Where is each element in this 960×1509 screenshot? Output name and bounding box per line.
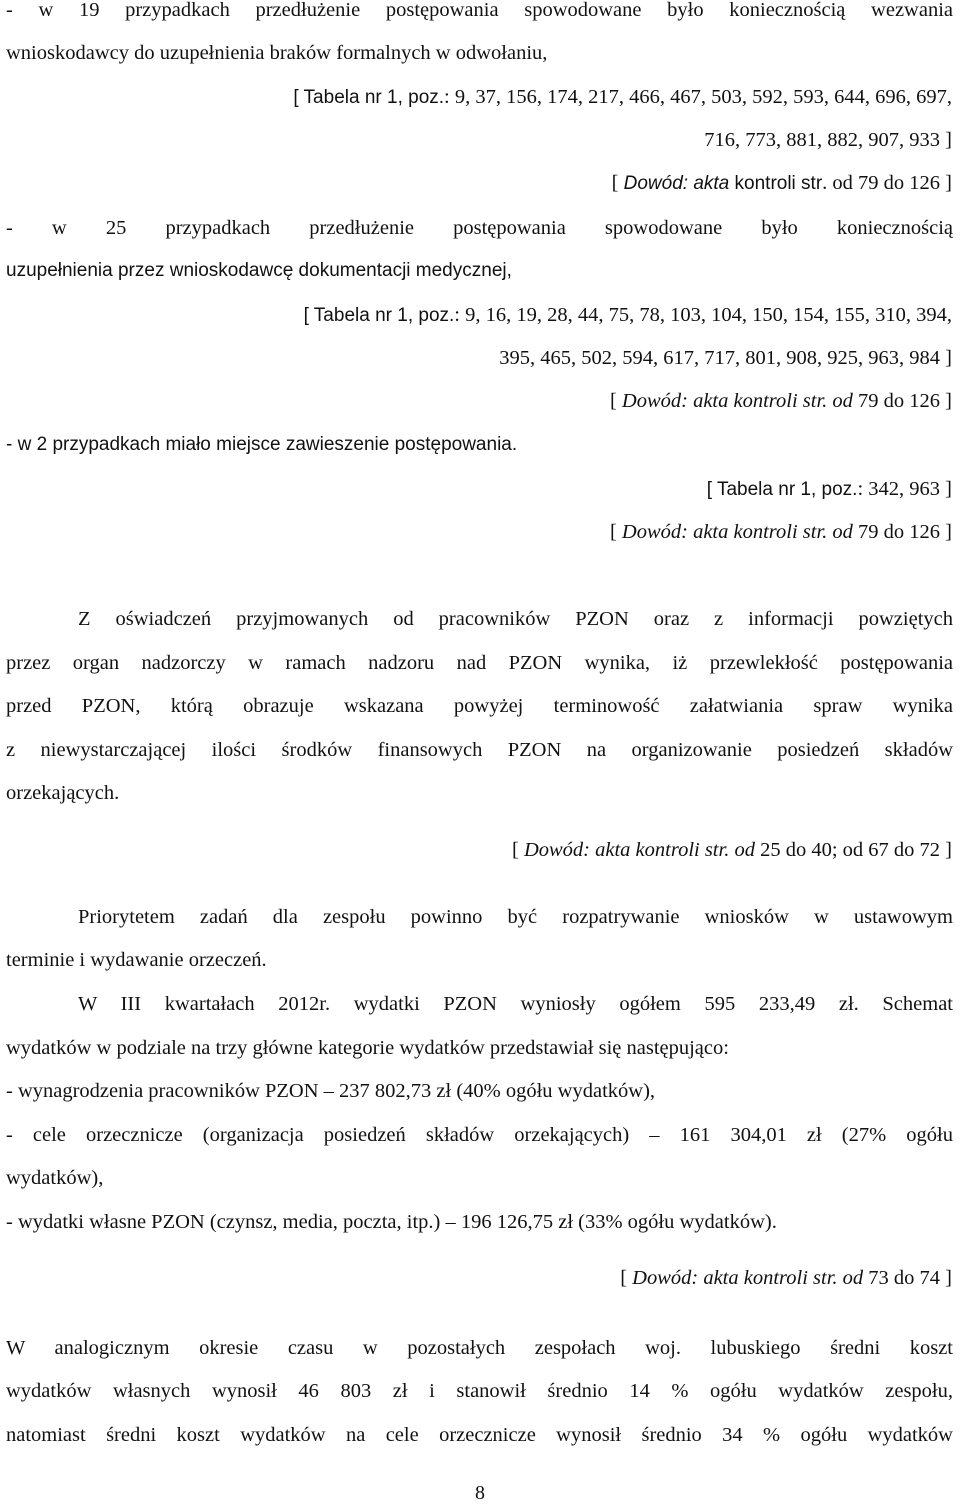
evidence-label: Dowód: akta kontroli str. od xyxy=(632,1267,864,1289)
reference-prefix: [ Tabela nr 1, poz. xyxy=(303,305,455,326)
text-line: wydatków własnych wynosił 46 803 zł i stanowił średnio 14 % ogółu wydatków zespołu, xyxy=(6,1380,953,1402)
reference-list: : 9, 37, 156, 174, 217, 466, 467, 503, 592, 593, 644, 696, 697, xyxy=(444,86,952,108)
bracket: [ xyxy=(609,521,622,543)
text-line: wydatków w podziale na trzy główne kategorie wydatków przedstawiał się następująco: xyxy=(6,1037,729,1059)
list-item-cont: wydatków), xyxy=(6,1167,104,1189)
text-line: - w 25 przypadkach przedłużenie postępowania spowodowane było koniecznością xyxy=(6,217,953,239)
bracket: [ xyxy=(611,172,624,194)
table-reference xyxy=(76,303,952,328)
text-line: W III kwartałach 2012r. wydatki PZON wyniosły ogółem 595 233,49 zł. Schemat xyxy=(78,993,953,1015)
bracket: [ xyxy=(512,839,524,861)
reference-list: : 342, 963 ] xyxy=(857,478,952,500)
evidence-reference xyxy=(610,520,952,544)
evidence-pages: 25 do 40; od 67 do 72 ] xyxy=(754,839,952,861)
bracket: [ xyxy=(620,1267,633,1289)
evidence-pages: 79 do 126 ] xyxy=(852,521,952,543)
list-item: - wydatki własne PZON (czynsz, media, poczta, itp.) – 196 126,75 zł (33% ogółu wydatków). xyxy=(6,1211,777,1233)
text-line: uzupełnienia przez wnioskodawcę dokumentacji medycznej, xyxy=(6,260,512,281)
evidence-pages: 79 do 126 ] xyxy=(852,390,952,412)
list-item: - wynagrodzenia pracowników PZON – 237 802,73 zł (40% ogółu wydatków), xyxy=(6,1080,656,1102)
evidence-text: kontroli str xyxy=(729,173,823,194)
evidence-reference xyxy=(612,171,952,196)
evidence-label: Dowód: akta kontroli str. od xyxy=(523,839,755,861)
text-line: natomiast średni koszt wydatków na cele orzecznicze wynosił średnio 34 % ogółu wydatków xyxy=(6,1424,953,1446)
text-line: wnioskodawcy do uzupełnienia braków formalnych w odwołaniu, xyxy=(6,42,548,64)
table-reference xyxy=(707,477,952,502)
list-item: - cele orzecznicze (organizacja posiedzeń składów orzekających) – 161 304,01 zł (27% ogółu xyxy=(6,1124,953,1146)
evidence-reference xyxy=(620,1266,952,1290)
text-line: z niewystarczającej ilości środków finansowych PZON na organizowanie posiedzeń składów xyxy=(6,739,953,761)
evidence-reference xyxy=(512,838,952,862)
table-reference-cont: 716, 773, 881, 882, 907, 933 ] xyxy=(704,129,952,151)
text-line: orzekających. xyxy=(6,782,120,804)
evidence-label: Dowód: akta xyxy=(623,173,730,194)
text-line: przez organ nadzorczy w ramach nadzoru nad PZON wynika, iż przewlekłość postępowania xyxy=(6,652,953,674)
reference-prefix: [ Tabela nr 1, poz. xyxy=(293,87,445,108)
reference-list: : 9, 16, 19, 28, 44, 75, 78, 103, 104, 150, 154, 155, 310, 394, xyxy=(454,304,952,326)
text-line: przed PZON, którą obrazuje wskazana powyżej terminowość załatwiania spraw wynika xyxy=(6,695,953,717)
evidence-pages: 73 do 74 ] xyxy=(863,1267,952,1289)
text-line: - w 19 przypadkach przedłużenie postępowania spowodowane było koniecznością wezwania xyxy=(6,0,953,21)
text-line: terminie i wydawanie orzeczeń. xyxy=(6,949,267,971)
table-reference-cont: 395, 465, 502, 594, 617, 717, 801, 908, 925, 963, 984 ] xyxy=(499,347,952,369)
evidence-label: Dowód: akta kontroli str. od xyxy=(621,521,853,543)
reference-prefix: [ Tabela nr 1, poz. xyxy=(706,479,858,500)
table-reference xyxy=(293,85,952,110)
text-line: W analogicznym okresie czasu w pozostałych zespołach woj. lubuskiego średni koszt xyxy=(6,1337,953,1359)
text-line: Z oświadczeń przyjmowanych od pracowników PZON oraz z informacji powziętych xyxy=(78,608,953,630)
evidence-pages: . od 79 do 126 ] xyxy=(822,172,952,194)
page-number: 8 xyxy=(475,1482,485,1504)
text-line: - w 2 przypadkach miało miejsce zawieszenie postępowania. xyxy=(6,434,518,455)
evidence-label: Dowód: akta kontroli str. od xyxy=(621,390,853,412)
bracket: [ xyxy=(609,390,622,412)
evidence-reference xyxy=(610,389,952,413)
text-line: Priorytetem zadań dla zespołu powinno być rozpatrywanie wniosków w ustawowym xyxy=(78,906,953,928)
